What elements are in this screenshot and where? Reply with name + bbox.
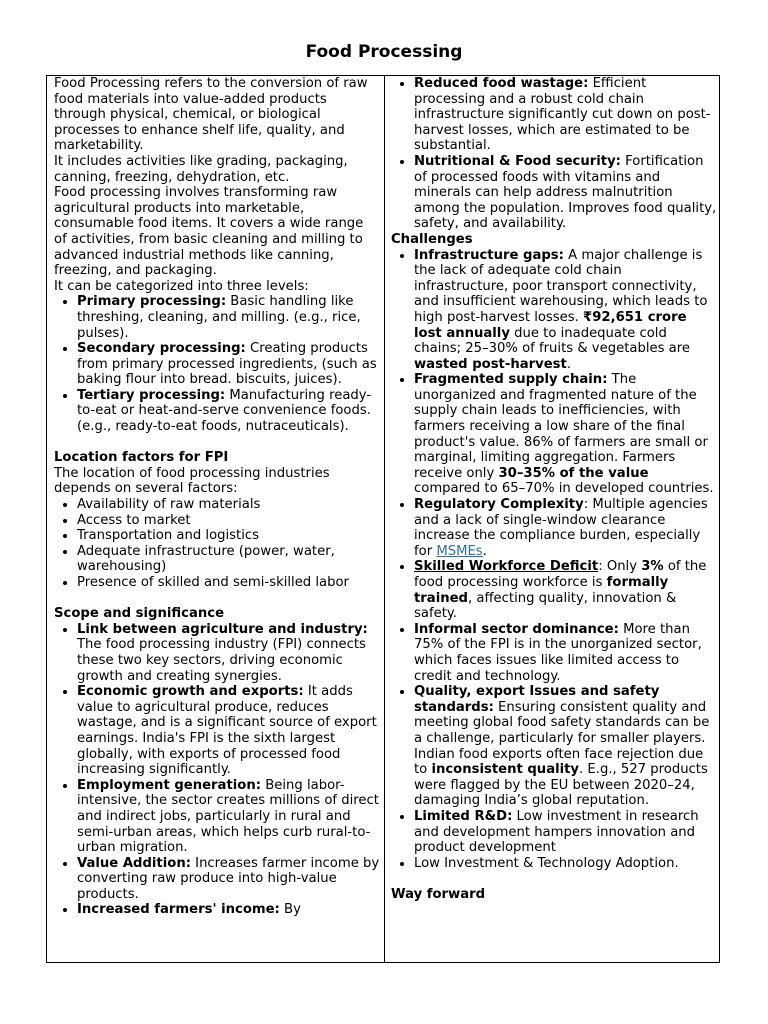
list-item xyxy=(77,388,380,435)
emphasis: 3% xyxy=(641,559,664,575)
content-table xyxy=(46,75,720,963)
term: Link between agriculture and industry: xyxy=(77,621,368,637)
intro-paragraph: It includes activities like grading, packaging, canning, freezing, dehydration, etc. xyxy=(54,153,348,185)
description: More than 75% of the FPI is in the unorganized sector, which faces issues like limited access to credit and technology. xyxy=(414,621,702,684)
term: Reduced food wastage: xyxy=(414,76,589,91)
intro-paragraph: Food Processing refers to the conversion of raw food materials into value-added products through physical, chemical, or biological processes to enhance shelf life, quality, and marketability. xyxy=(54,76,368,154)
list-item xyxy=(414,154,717,232)
description: Efficient processing and a robust cold chain infrastructure significantly cut down on post-harvest losses, which are estimated to be substantial. xyxy=(414,76,711,154)
term: Regulatory Complexity xyxy=(414,497,584,513)
description: The food processing industry (FPI) connects these two key sectors, driving economic growth and creating synergies. xyxy=(77,637,366,684)
list-item xyxy=(77,341,380,388)
description: Creating products from primary processed ingredients, (such as baking flour into bread. biscuits, juices). xyxy=(77,341,377,388)
page-title: Food Processing xyxy=(305,42,463,62)
description: By xyxy=(279,902,301,918)
list-item xyxy=(77,902,380,918)
term: Value Addition: xyxy=(77,855,191,871)
intro-paragraph: Food processing involves transforming raw agricultural products into marketable, consumable food items. It covers a wide range of activities, from basic cleaning and milling to advanced industrial methods like canning, freezing, and packaging. xyxy=(54,185,364,279)
left-column xyxy=(54,76,380,962)
msmes-link[interactable]: MSMEs xyxy=(436,543,483,559)
section-heading: Challenges xyxy=(391,231,473,247)
scope-list xyxy=(54,622,380,918)
term: Skilled Workforce Deficit xyxy=(414,559,599,575)
description: : Multiple agencies and a lack of single-window clearance increase the compliance burden, especially for xyxy=(414,497,708,559)
challenges-list xyxy=(391,248,717,872)
term: Nutritional & Food security: xyxy=(414,153,621,169)
emphasis: wasted post-harvest xyxy=(414,356,567,372)
description: Increases farmer income by converting raw produce into high-value products. xyxy=(77,855,380,902)
emphasis: 30–35% of the value xyxy=(498,465,649,481)
term: Secondary processing: xyxy=(77,341,246,357)
description: Basic handling like threshing, cleaning, and milling. (e.g., rice, pulses). xyxy=(77,294,361,341)
description: of the food processing workforce is xyxy=(414,559,707,590)
list-item: • Presence of skilled and semi-skilled labor xyxy=(77,575,380,591)
location-factors-list xyxy=(54,497,380,591)
term: Infrastructure gaps: xyxy=(414,247,564,263)
term: Increased farmers' income: xyxy=(77,902,280,918)
list-item xyxy=(414,372,717,497)
list-item xyxy=(414,856,717,872)
description: Being labor-intensive, the sector creates millions of direct and indirect jobs, particularly in rural and semi-urban areas, which helps curb rural-to-urban migration. xyxy=(77,777,379,856)
right-column xyxy=(391,76,717,962)
term: Primary processing: xyxy=(77,294,227,310)
term: Economic growth and exports: xyxy=(77,684,304,700)
section-intro: The location of food processing industries depends on several factors: xyxy=(54,465,330,497)
description: Fortification of processed foods with vitamins and minerals can help address malnutrition among the population. Improves food quality, safety, and availability. xyxy=(414,153,717,232)
emphasis: ₹92,651 crore lost annually xyxy=(414,309,687,341)
list-item: • Adequate infrastructure (power, water, warehousing) xyxy=(77,544,380,575)
term: Tertiary processing: xyxy=(77,387,226,403)
description: Ensuring consistent quality and meeting global food safety standards can be a challenge, particularly for smaller players. Indian food exports often face rejection due to xyxy=(414,699,710,778)
list-item xyxy=(77,856,380,903)
description: A major challenge is the lack of adequate cold chain infrastructure, poor transport connectivity, and insufficient warehousing, which leads to high post-harvest losses. xyxy=(414,247,708,325)
section-heading: Scope and significance xyxy=(54,606,225,622)
description: Low Investment & Technology Adoption. xyxy=(414,855,679,871)
description: It adds value to agricultural produce, reduces wastage, and is a significant source of export earnings. India's FPI is the sixth largest globally, with exports of processed food increasing significantly. xyxy=(77,684,377,778)
list-item xyxy=(414,622,717,684)
description: . xyxy=(566,356,572,372)
list-item xyxy=(414,684,717,809)
term: Limited R&D: xyxy=(414,808,513,824)
list-item xyxy=(414,497,717,559)
list-item xyxy=(414,809,717,856)
emphasis: inconsistent quality xyxy=(431,762,580,778)
term: Employment generation: xyxy=(77,777,262,793)
list-item xyxy=(77,294,380,341)
list-item xyxy=(414,76,717,154)
section-heading: Location factors for FPI xyxy=(54,450,229,466)
description: due to inadequate cold chains; 25–30% of fruits & vegetables are xyxy=(414,325,690,357)
benefits-list xyxy=(391,76,717,232)
column-divider xyxy=(384,76,385,962)
list-item xyxy=(77,622,380,684)
intro-paragraph: It can be categorized into three levels: xyxy=(54,278,309,294)
list-item: • Transportation and logistics xyxy=(77,528,380,544)
list-item: • Access to market xyxy=(77,513,380,529)
description: : Only xyxy=(598,559,642,575)
term: Fragmented supply chain: xyxy=(414,372,608,388)
list-item xyxy=(414,559,717,621)
list-item xyxy=(77,778,380,856)
list-item: • Availability of raw materials xyxy=(77,497,380,513)
description: compared to 65–70% in developed countries. xyxy=(414,481,714,497)
description: Manufacturing ready-to-eat or heat-and-serve convenience foods. (e.g., ready-to-eat foods, nutraceuticals). xyxy=(77,387,372,435)
list-item xyxy=(77,684,380,778)
list-item xyxy=(414,248,717,373)
description: The unorganized and fragmented nature of the supply chain leads to inefficiencies, with farmers receiving a low share of the final product's value. 86% of farmers are small or marginal, limiting aggregation. Farmers receive only xyxy=(414,372,708,481)
description: , affecting quality, innovation & safety. xyxy=(414,590,677,622)
spacer xyxy=(54,435,380,451)
description: . xyxy=(482,543,487,559)
processing-levels-list xyxy=(54,294,380,434)
spacer xyxy=(391,871,717,887)
section-heading: Way forward xyxy=(391,886,486,902)
description: Low investment in research and development hampers innovation and product development xyxy=(414,808,699,856)
emphasis: formally trained xyxy=(414,575,669,606)
term: Quality, export Issues and safety standards: xyxy=(414,684,660,715)
term: Informal sector dominance: xyxy=(414,621,619,637)
spacer xyxy=(54,591,380,607)
description: . E.g., 527 products were flagged by the EU between 2020–24, damaging India’s global reputation. xyxy=(414,762,708,809)
